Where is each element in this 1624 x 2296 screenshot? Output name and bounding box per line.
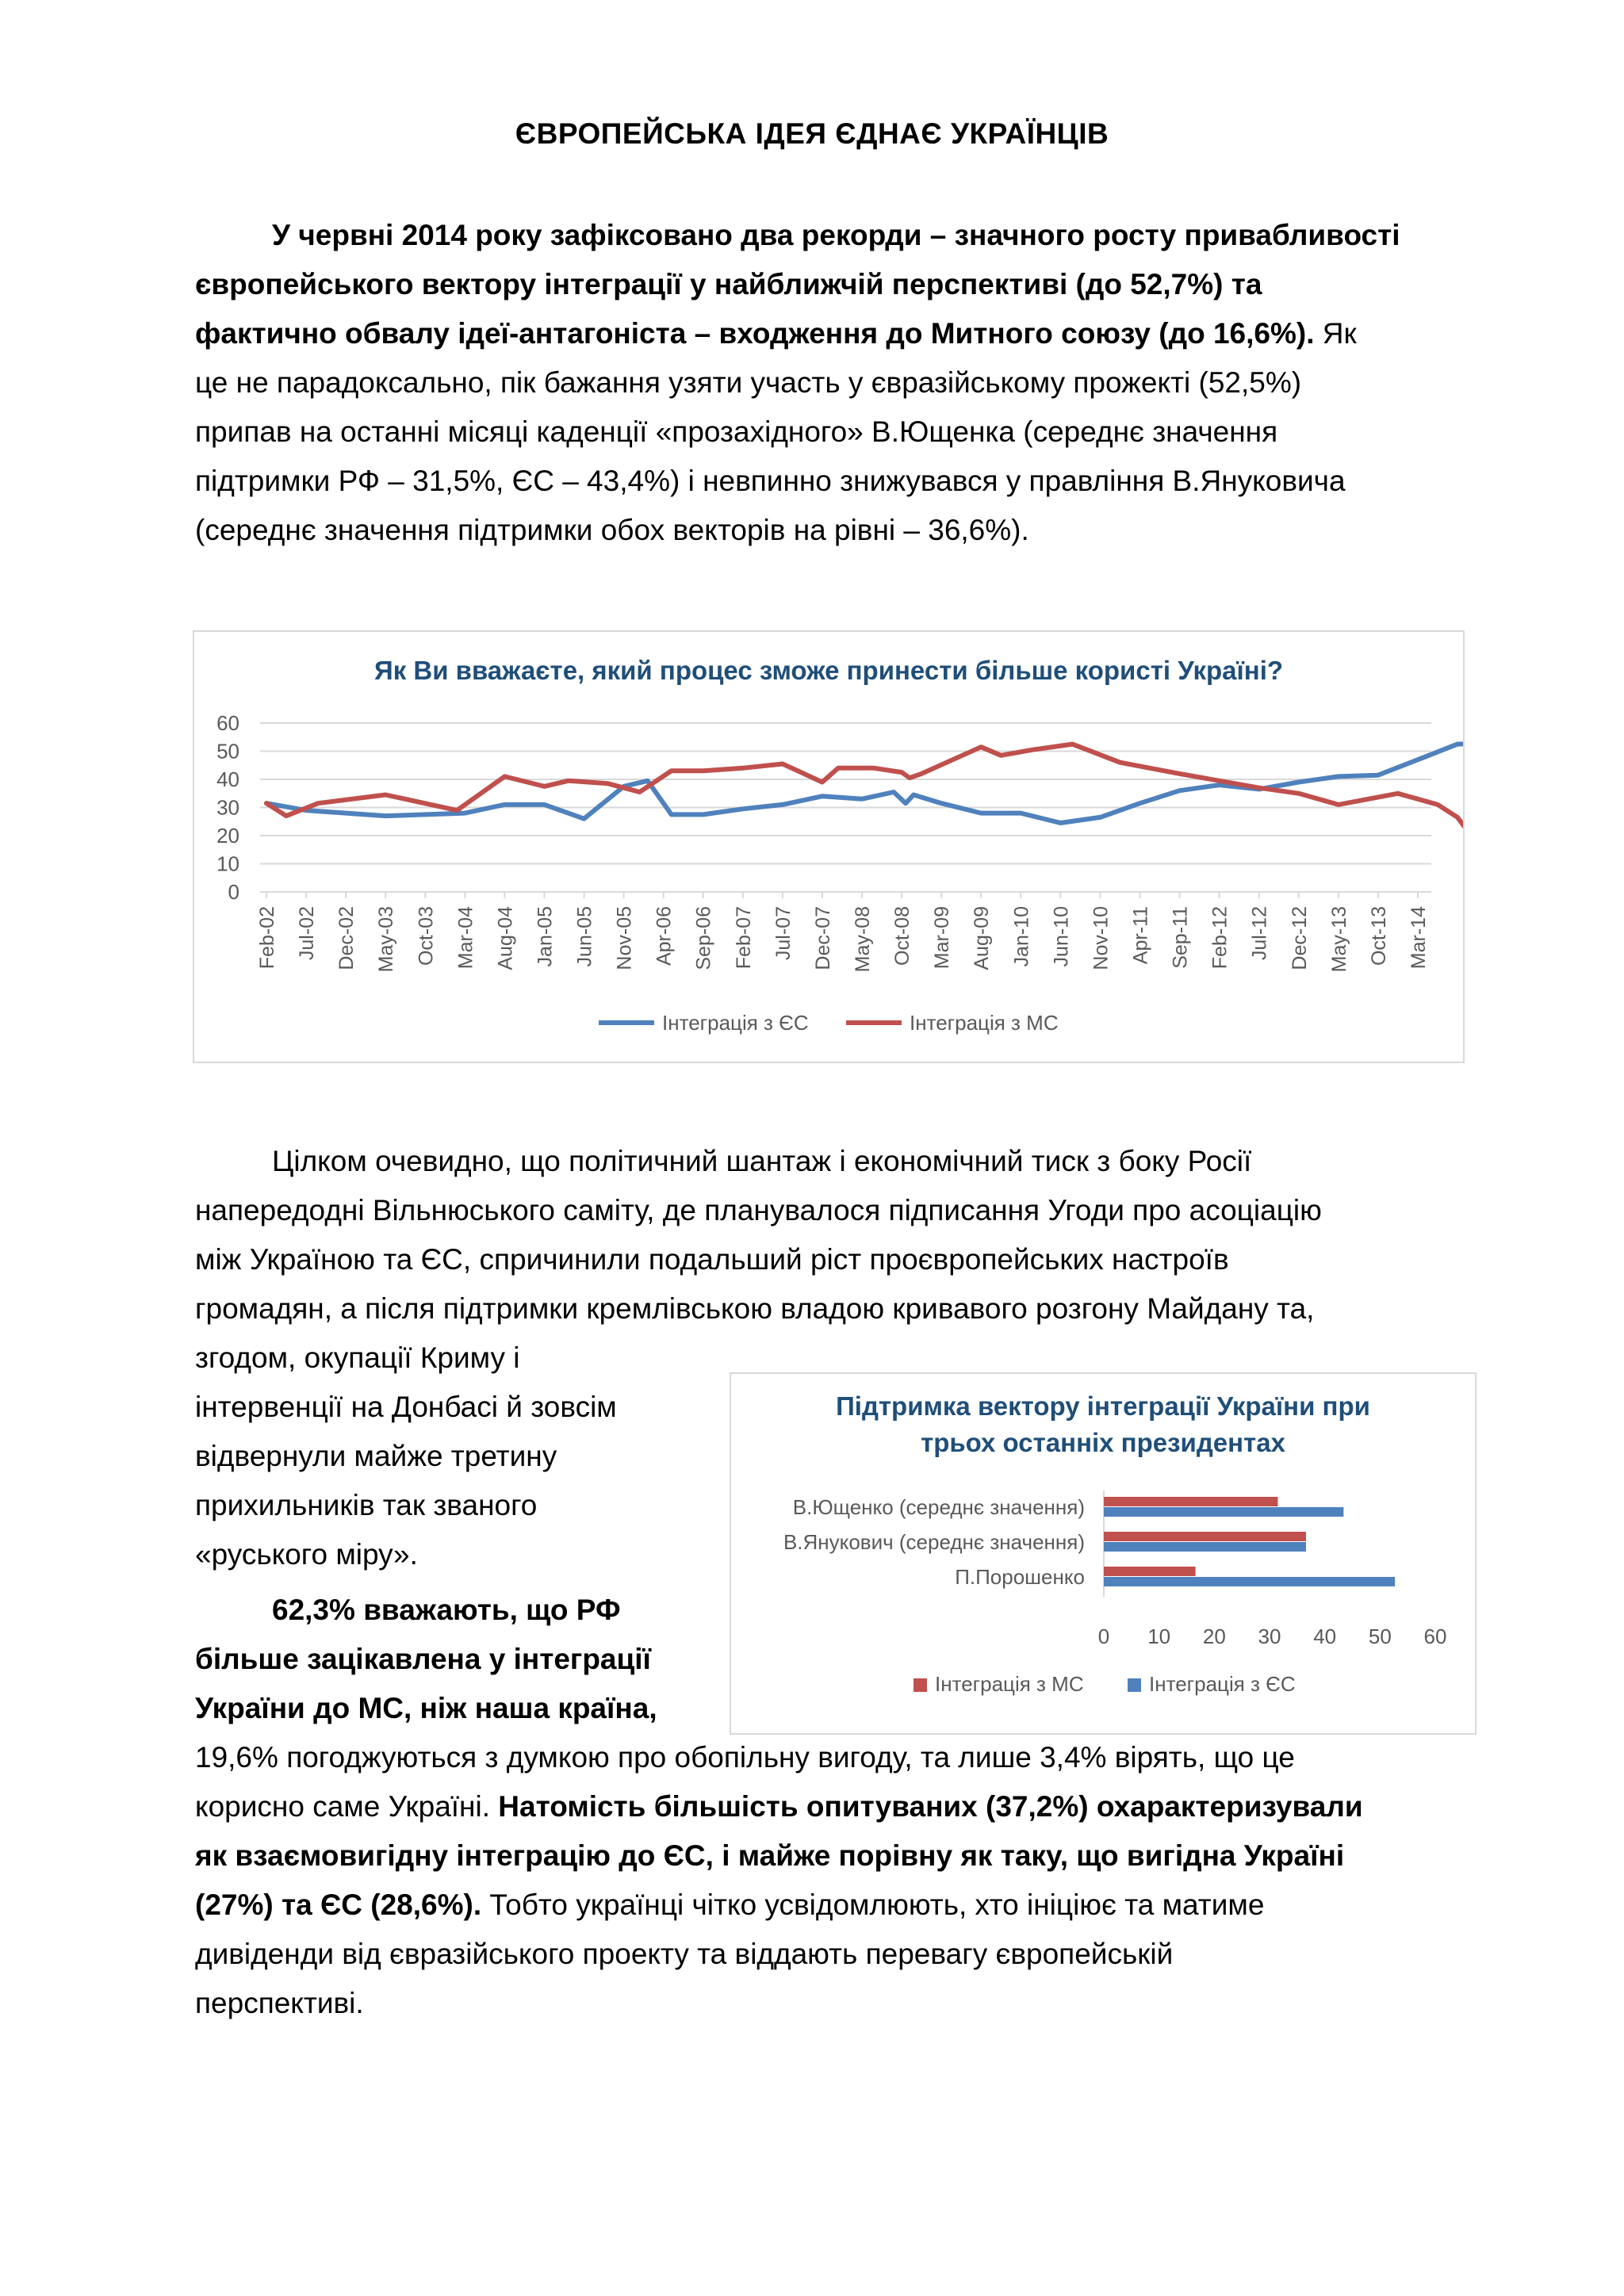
text-line: «руського міру».	[195, 1538, 418, 1571]
x-tick-label: 30	[1258, 1624, 1281, 1648]
text-line: (середнє значення підтримки обох векторів на рівні – 36,6%).	[195, 514, 1029, 546]
x-tick-label: Feb-12	[1208, 906, 1231, 970]
text-line: підтримки РФ – 31,5%, ЄС – 43,4%) і невпинно знижувався у правління В.Януковича	[195, 465, 1346, 497]
text-line: це не парадоксально, пік бажання узяти участь у євразійському прожекті (52,5%)	[195, 366, 1302, 399]
x-tick-label: May-13	[1327, 906, 1350, 973]
x-tick-label: May-03	[375, 906, 398, 973]
bar-chart	[731, 1374, 1475, 1733]
y-tick-label: 10	[216, 851, 239, 876]
x-tick-label: Jan-10	[1010, 906, 1033, 967]
x-tick-label: Apr-06	[653, 906, 676, 966]
category-label: В.Янукович (середнє значення)	[783, 1530, 1085, 1554]
x-tick-label: Jun-10	[1050, 906, 1073, 967]
text-line: перспективі.	[195, 1987, 364, 2019]
text-line: згодом, окупації Криму і	[195, 1341, 520, 1374]
text-line: У червні 2014 року зафіксовано два рекорди – значного росту привабливості	[272, 219, 1400, 251]
bar	[1104, 1577, 1395, 1586]
x-tick-label: 0	[1097, 1624, 1110, 1648]
y-tick-label: 60	[216, 711, 239, 735]
legend-label: Інтеграція з ЄС	[662, 1011, 809, 1035]
x-tick-label: Jan-05	[534, 906, 557, 967]
x-tick-label: Oct-13	[1367, 906, 1390, 966]
text-line: між Україною та ЄС, спричинили подальший ріст проєвропейських настроїв	[195, 1243, 1229, 1276]
x-tick-label: Mar-09	[931, 906, 954, 970]
x-tick-label: 50	[1368, 1624, 1392, 1648]
text-line: Цілком очевидно, що політичний шантаж і економічний тиск з боку Росії	[272, 1145, 1252, 1177]
x-tick-label: Dec-12	[1288, 906, 1311, 970]
bold-span: фактично обвалу ідеї-антагоніста – входження до Митного союзу (до 16,6%).	[195, 317, 1315, 350]
legend-label: Інтеграція з ЄС	[1149, 1672, 1296, 1696]
bar	[1104, 1497, 1277, 1506]
text-line	[195, 309, 1461, 358]
line-chart-title: Як Ви вважаєте, який процес зможе принести більше користі Україні?	[373, 656, 1284, 685]
x-tick-label: Sep-06	[692, 906, 715, 970]
bar-chart-box	[730, 1372, 1477, 1735]
y-tick-label: 20	[216, 824, 239, 848]
x-tick-label: Jul-02	[296, 906, 319, 961]
x-tick-label: 10	[1147, 1624, 1171, 1648]
x-tick-label: Nov-10	[1090, 906, 1113, 970]
text-line: громадян, а після підтримки кремлівською владою кривавого розгону Майдану та,	[195, 1292, 1315, 1325]
category-label: В.Ющенко (середнє значення)	[792, 1495, 1085, 1519]
bar	[1104, 1542, 1306, 1552]
x-tick-label: Mar-04	[454, 906, 477, 970]
text-line: інтервенції на Донбасі й зовсім	[195, 1391, 617, 1423]
text-line: дивіденди від євразійського проекту та віддають перевагу європейській	[195, 1938, 1174, 1970]
text-line: відвернули майже третину	[195, 1440, 557, 1472]
y-tick-label: 0	[228, 880, 239, 904]
legend-label: Інтеграція з МС	[935, 1672, 1084, 1696]
x-tick-label: Dec-02	[335, 906, 358, 970]
x-tick-label: Nov-05	[613, 906, 636, 970]
x-tick-label: Aug-09	[971, 906, 994, 970]
x-tick-label: May-08	[852, 906, 875, 973]
series-line	[266, 744, 1463, 846]
text-line: більше зацікавлена у інтеграції	[195, 1643, 651, 1675]
x-tick-label: Feb-07	[732, 906, 755, 970]
text-line	[195, 1782, 1461, 1831]
text-line: як взаємовигідну інтеграцію до ЄС, і майже порівну як таку, що вигідна Україні	[195, 1839, 1345, 1872]
text-span: Тобто українці чітко усвідомлюють, хто ініціює та матиме	[481, 1888, 1265, 1921]
x-tick-label: Aug-04	[494, 906, 517, 970]
text-line: європейського вектору інтеграції у найближчій перспективі (до 52,7%) та	[195, 268, 1262, 300]
intro-paragraph	[195, 211, 1461, 555]
legend-label: Інтеграція з МС	[910, 1011, 1059, 1035]
bar	[1104, 1532, 1306, 1541]
text-line: прихильників так званого	[195, 1489, 538, 1521]
line-chart	[194, 632, 1463, 1062]
bold-span: (27%) та ЄС (28,6%).	[195, 1888, 482, 1921]
text-span: корисно саме Україні.	[195, 1790, 499, 1823]
line-chart-box	[193, 630, 1465, 1063]
text-span: Як	[1314, 317, 1357, 350]
x-tick-label: 40	[1313, 1624, 1337, 1648]
text-line: припав на останні місяці каденції «прозахідного» В.Ющенка (середнє значення	[195, 415, 1278, 448]
x-tick-label: Jul-12	[1248, 906, 1271, 961]
y-tick-label: 30	[216, 795, 239, 820]
bar-chart-title-line: Підтримка вектору інтеграції України при	[836, 1391, 1370, 1421]
x-tick-label: Dec-07	[811, 906, 834, 970]
text-line: 19,6% погоджуються з думкою про обопільну вигоду, та лише 3,4% вірять, що це	[195, 1741, 1295, 1774]
text-line: України до МС, ніж наша країна,	[195, 1692, 657, 1724]
bar	[1104, 1507, 1343, 1517]
x-tick-label: Jul-07	[772, 906, 795, 961]
category-label: П.Порошенко	[955, 1565, 1085, 1589]
x-tick-label: 20	[1202, 1624, 1226, 1648]
legend-swatch	[914, 1678, 927, 1692]
text-line: напередодні Вільнюського саміту, де планувалося підписання Угоди про асоціацію	[195, 1194, 1322, 1226]
x-tick-label: Oct-08	[891, 906, 914, 966]
bar-chart-title-line: трьох останніх президентах	[921, 1428, 1285, 1457]
y-tick-label: 40	[216, 767, 239, 791]
x-tick-label: Mar-14	[1407, 906, 1430, 970]
x-tick-label: Apr-11	[1129, 906, 1152, 965]
series-line	[266, 744, 1463, 823]
x-tick-label: Jun-05	[573, 906, 596, 967]
y-tick-label: 50	[216, 739, 239, 763]
text-line: 62,3% вважають, що РФ	[272, 1594, 621, 1626]
x-tick-label: 60	[1423, 1624, 1447, 1648]
legend-swatch	[1128, 1678, 1141, 1692]
x-tick-label: Sep-11	[1169, 906, 1192, 969]
bold-span: Натомість більшість опитуваних (37,2%) охарактеризували	[498, 1790, 1363, 1823]
x-tick-label: Feb-02	[256, 906, 278, 970]
x-tick-label: Oct-03	[415, 906, 438, 966]
bar	[1104, 1567, 1196, 1576]
page-title: ЄВРОПЕЙСЬКА ІДЕЯ ЄДНАЄ УКРАЇНЦІВ	[515, 117, 1109, 150]
text-line	[195, 1881, 1461, 1930]
